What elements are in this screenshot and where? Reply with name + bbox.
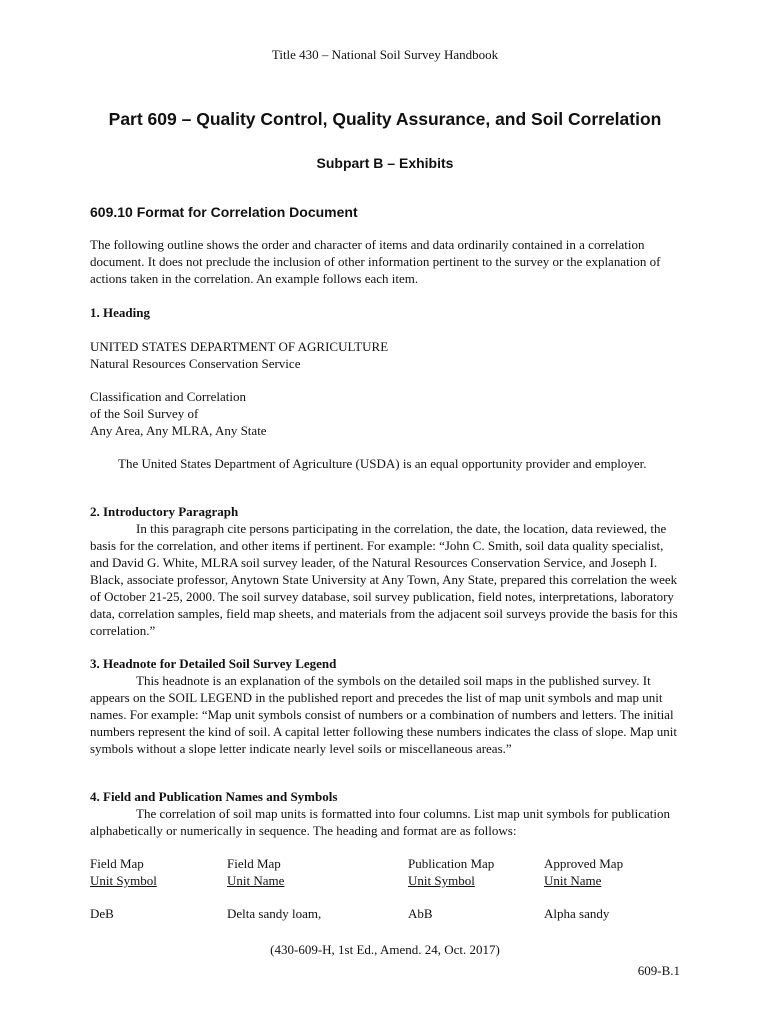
column-heading-line: Field Map [90, 856, 144, 871]
column-heading-approved-name [544, 855, 623, 889]
example-cell: Delta sandy loam, [227, 906, 322, 921]
column-heading-field-name [227, 855, 284, 889]
item2-paragraph: In this paragraph cite persons participating in the correlation, the date, the location, data reviewed, the basis for the correlation, and other items if pertinent. For example: “John C. Smith, soil data quality specialist, and David G. White, MLRA soil survey leader, of the Natural Resources Conservation Service, and Joseph I. Black, associate professor, Anytown State University at Any Town, Any State, prepared this correlation the week of October 21-25, 2000. The soil survey database, soil survey publication, field notes, interpretations, laboratory data, correlation samples, field map sheets, and materials from the adjacent soil surveys provide the basis for this correlation.” [90, 521, 678, 638]
column-heading-publication-symbol [408, 855, 494, 889]
item4-heading: 4. Field and Publication Names and Symbols [90, 789, 338, 804]
column-heading-field-symbol [90, 855, 157, 889]
item3-paragraph: This headnote is an explanation of the symbols on the detailed soil maps in the published survey. It appears on the SOIL LEGEND in the published report and precedes the list of map unit symbols and map unit names. For example: “Map unit symbols consist of numbers or a combination of numbers and letters. The initial numbers represent the kind of soil. A capital letter following these numbers indicates the class of slope. Map unit symbols without a slope letter indicate nearly level soils or miscellaneous areas.” [90, 673, 678, 756]
intro-paragraph: The following outline shows the order and character of items and data ordinarily contained in a correlation document. It does not preclude the inclusion of other information pertinent to the survey or the explanation of actions taken in the correlation. An example follows each item. [90, 237, 661, 286]
column-heading-line: Approved Map [544, 856, 624, 871]
item2-heading: 2. Introductory Paragraph [90, 504, 239, 519]
classification-line-2: of the Soil Survey of [90, 406, 199, 421]
column-heading-line: Publication Map [408, 856, 495, 871]
column-heading-line: Unit Name [544, 873, 602, 888]
example-row [90, 905, 685, 922]
page-number: 609-B.1 [637, 963, 680, 978]
agency-line-1: UNITED STATES DEPARTMENT OF AGRICULTURE [90, 339, 389, 354]
agency-line-2: Natural Resources Conservation Service [90, 356, 301, 371]
column-headings [90, 855, 685, 889]
classification-line-1: Classification and Correlation [90, 389, 246, 404]
footer-citation: (430-609-H, 1st Ed., Amend. 24, Oct. 2017) [270, 942, 500, 957]
example-cell: Alpha sandy [544, 906, 610, 921]
agency-block [90, 338, 685, 372]
equal-opportunity-statement: The United States Department of Agriculture (USDA) is an equal opportunity provider and employer. [118, 456, 647, 471]
item4-section [90, 788, 685, 839]
column-heading-line: Unit Symbol [408, 873, 475, 888]
item2-section [90, 503, 685, 639]
column-heading-line: Unit Name [227, 873, 285, 888]
subpart-title: Subpart B – Exhibits [316, 155, 454, 171]
item3-heading: 3. Headnote for Detailed Soil Survey Legend [90, 656, 337, 671]
column-heading-line: Field Map [227, 856, 281, 871]
example-cell: DeB [90, 906, 114, 921]
part-title: Part 609 – Quality Control, Quality Assurance, and Soil Correlation [108, 109, 662, 129]
item4-paragraph: The correlation of soil map units is formatted into four columns. List map unit symbols for publication alphabetically or numerically in sequence. The heading and format are as follows: [90, 806, 670, 838]
item3-section [90, 655, 685, 757]
running-header: Title 430 – National Soil Survey Handbook [271, 47, 499, 62]
example-cell: AbB [408, 906, 433, 921]
classification-line-3: Any Area, Any MLRA, Any State [90, 423, 267, 438]
item1-heading: 1. Heading [90, 305, 150, 320]
column-heading-line: Unit Symbol [90, 873, 157, 888]
section-title: 609.10 Format for Correlation Document [90, 204, 358, 220]
classification-block [90, 388, 685, 439]
